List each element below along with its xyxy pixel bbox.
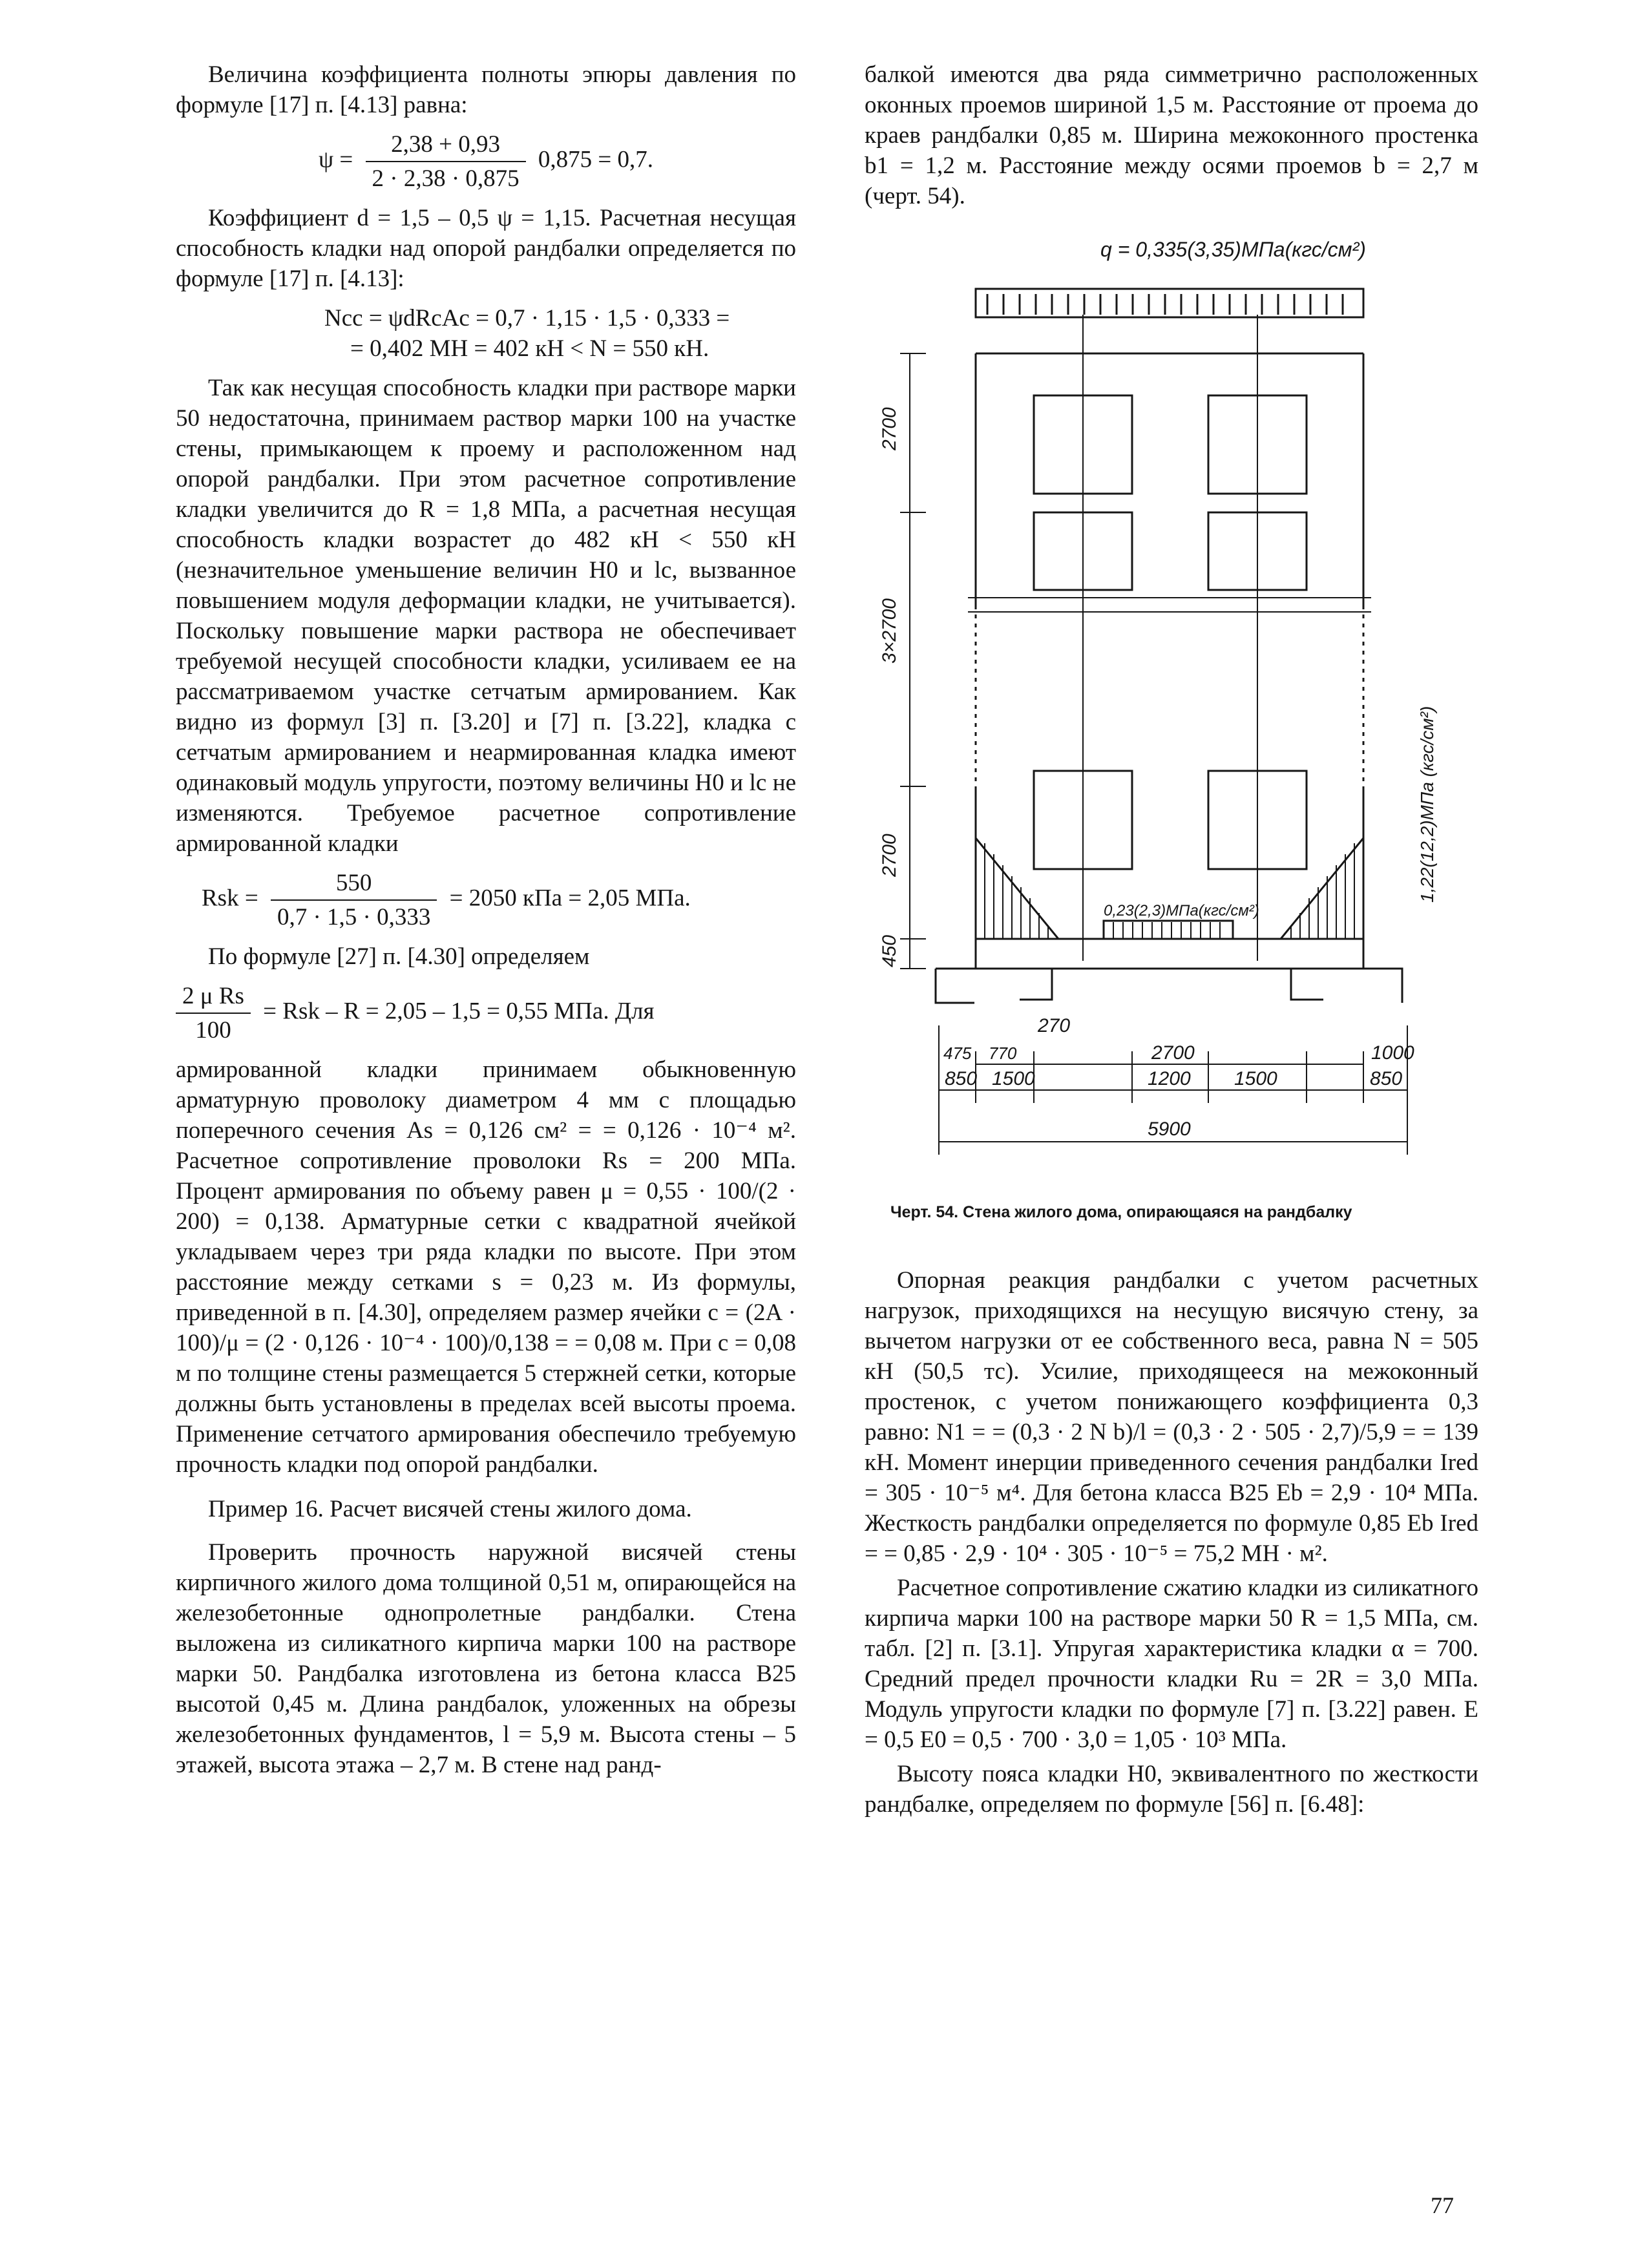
dimension-label: 5900 [1148,1118,1191,1140]
formula-ncc: Ncc = ψdRcAc = 0,7 · 1,15 · 1,5 · 0,333 = = 0,402 МН = 402 кН < N = 550 кН. [324,305,730,362]
paragraph: Высоту пояса кладки H0, эквивалентного по жесткости рандбалке, определяем по формуле [56] п. [6.48]: [865,1761,1478,1818]
dimension-label: 1200 [1148,1068,1191,1089]
stress-diagram-left [976,838,1058,939]
foundation-left [936,969,1052,1003]
wall-on-strip-beam-drawing [865,218,1478,1181]
dimension-label: 475 [943,1044,972,1063]
paragraph: Расчетное сопротивление сжатию кладки из силикатного кирпича марки 100 на растворе марки 50 R = 1,5 МПа, см. табл. [2] п. [3.1]. Упругая характеристика кладки α = 700. Средний предел прочности кладки Ru = 2R = 3,0 МПа. Модуль упругости кладки по формуле [7] п. [3.22] равен. E = 0,5 E0 = 0,5 · 700 · 3,0 = 1,05 · 10³ МПа. [865,1575,1478,1753]
dimension-label: 1500 [1234,1068,1277,1089]
dimension-label: 770 [989,1044,1017,1063]
formula-rsk: Rsk = $\frac{550}{0,7 \cdot 1,5 \cdot 0,333}$ = 2050 кПа = 2,05 МПа. [176,868,796,932]
figure-caption: Черт. 54. Стена жилого дома, опирающаяся на рандбалку [890,1203,1352,1221]
dimension-label: 2700 [1151,1042,1195,1064]
dimension-label: 270 [1038,1015,1071,1036]
paragraph: Так как несущая способность кладки при растворе марки 50 недостаточна, принимаем раствор марки 100 на участке стены, примыкающем к проему и расположенном над опорой рандбалки. При этом расчетное сопротивление кладки увеличится до R = 1,8 МПа, а расчетная несущая способность кладки возрастет до 482 кН < 550 кН (незначительное уменьшение величин H0 и lc, вызванное повышением модуля деформации кладки, не учитывается). Поскольку повышение марки раствора не обеспечивает требуемой несущей способности кладки, усиливаем ее на рассматриваемом участке сетчатым армированием. Как видно из формул [3] п. [3.20] и [7] п. [3.22], кладка с сетчатым армированием и неармированная кладка имеют одинаковый модуль упругости, поэтому величины H0 и lc не изменяются. Требуемое расчетное сопротивление армированной кладки [176,375,796,857]
stress-diagram-right [1281,838,1363,939]
dimension-label: 1000 [1371,1042,1414,1064]
paragraph: По формуле [27] п. [4.30] определяем [208,943,590,970]
paragraph: Величина коэффициента полноты эпюры давления по формуле [17] п. [4.13] равна: [176,61,796,118]
formula-mu: $\frac{\text{2 μ Rs}}{100}$ = Rsk – R = 2,05 – 1,5 = 0,55 МПа. Для [176,981,796,1045]
formula-psi: ψ = $\frac{2,38 + 0,93}{2 \cdot 2,38 \cdot 0,875}$ 0,875 = 0,7. [176,129,796,194]
stress-label-middle: 0,23(2,3)МПа(кгс/см²) [1104,902,1259,919]
strip-beam [976,939,1363,969]
foundation-right [1291,969,1402,1003]
right-column [865,59,1478,1823]
dimension-label: 850 [945,1068,978,1089]
paragraph: Опорная реакция рандбалки с учетом расчетных нагрузок, приходящихся на несущую висячую стену, за вычетом нагрузки от ее собственного веса, равна N = 505 кН (50,5 тс). Усилие, приходящееся на межоконный простенок, с учетом понижающего коэффициента 0,3 равно: N1 = = (0,3 · 2 N b)/l = (0,3 · 2 · 505 · 2,7)/5,9 = = 139 кН. Момент инерции приведенного сечения рандбалки Ired = 305 · 10⁻⁵ м⁴. Для бетона класса B25 Eb = 2,9 · 10⁴ МПа. Жесткость рандбалки определяется по формуле 0,85 Eb Ired = = 0,85 · 2,9 · 10⁴ · 305 · 10⁻⁵ = 75,2 МН · м². [865,1267,1478,1567]
distributed-load [976,289,1363,317]
page-number: 77 [1431,2192,1454,2218]
dimension-label: 2700 [879,834,900,877]
paragraph: балкой имеются два ряда симметрично расположенных оконных проемов шириной 1,5 м. Расстояние от проема до краев рандбалки 0,85 м. Ширина межоконного простенка b1 = 1,2 м. Расстояние между осями проемов b = 2,7 м (черт. 54). [865,61,1478,209]
dimension-label: 450 [879,934,900,967]
stress-label-right: 1,22(12,2)МПа (кгс/см²) [1417,706,1437,903]
paragraph: армированной кладки принимаем обыкновенную арматурную проволоку диаметром 4 мм с площадью поперечного сечения As = 0,126 см² = = 0,126 · 10⁻⁴ м². Расчетное сопротивление проволоки Rs = 200 МПа. Процент армирования по объему равен μ = 0,55 · 100/(2 · 200) = 0,138. Арматурные сетки с квадратной ячейкой укладываем через три ряда кладки по высоте. При этом расстояние между сетками s = 0,23 м. Из формулы, приведенной в п. [4.30], определяем размер ячейки c = (2A · 100)/μ = (2 · 0,126 · 10⁻⁴ · 100)/0,138 = = 0,08 м. При c = 0,08 м по толщине стены размещается 5 стержней сетки, которые должны быть установлены в пределах всей высоты проема. Применение сетчатого армирования обеспечило требуемую прочность кладки под опорой рандбалки. [176,1056,796,1478]
paragraph: Коэффициент d = 1,5 – 0,5 ψ = 1,15. Расчетная несущая способность кладки над опорой рандбалки определяется по формуле [17] п. [4.13]: [176,205,796,292]
paragraph: Проверить прочность наружной висячей стены кирпичного жилого дома толщиной 0,51 м, опирающейся на железобетонные однопролетные рандбалки. Стена выложена из силикатного кирпича марки 100 на растворе марки 50. Рандбалка изготовлена из бетона класса B25 высотой 0,45 м. Длина рандбалок, уложенных на обрезы железобетонных фундаментов, l = 5,9 м. Высота стены – 5 этажей, высота этажа – 2,7 м. В стене над ранд- [176,1539,796,1778]
dimension-label: 850 [1370,1068,1403,1089]
load-label: q = 0,335(3,35)МПа(кгс/см²) [1100,238,1366,261]
dimension-label: 2700 [879,407,900,450]
dimension-label: 3×2700 [879,598,900,664]
example-heading: Пример 16. Расчет висячей стены жилого дома. [208,1496,692,1522]
dimension-label: 1500 [992,1068,1035,1089]
left-column [176,59,796,1784]
